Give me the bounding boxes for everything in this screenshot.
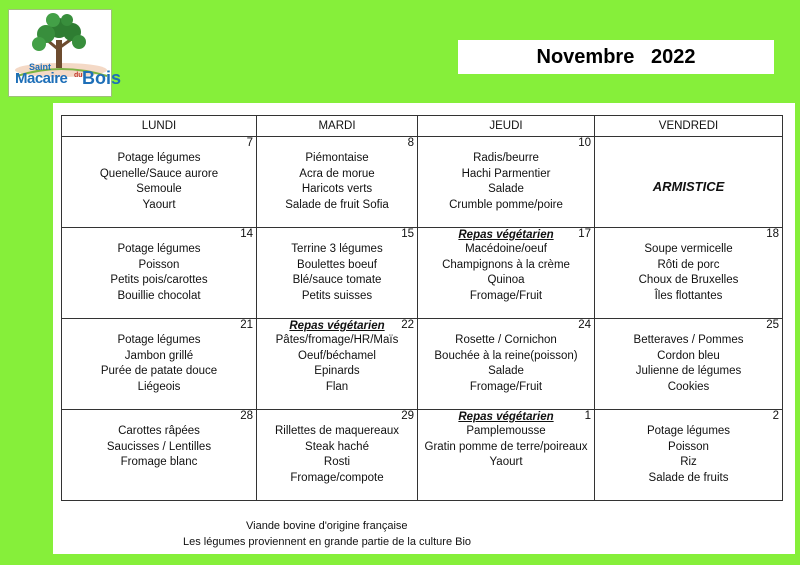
footer-line: Viande bovine d'origine française	[246, 520, 408, 532]
day-number: 7	[246, 137, 253, 149]
dish-item: Potage légumes	[117, 243, 201, 255]
day-header: MARDI	[257, 116, 418, 137]
dish-list	[257, 424, 417, 486]
dish-item: Boulettes boeuf	[297, 258, 377, 271]
day-number: 24	[578, 319, 591, 331]
dish-item: Cookies	[667, 380, 710, 393]
dish-item: Acra de morue	[299, 167, 375, 180]
dish-item: Poisson	[668, 440, 709, 453]
day-cell	[595, 319, 783, 410]
dish-item: Fromage/compote	[290, 471, 384, 484]
dish-item: Salade	[488, 183, 524, 195]
dish-list	[595, 424, 782, 486]
day-number: 21	[240, 319, 253, 331]
header-row	[62, 116, 783, 137]
dish-item: Yaourt	[142, 198, 176, 211]
dish-item: Hachi Parmentier	[461, 167, 551, 180]
day-cell	[418, 137, 595, 228]
dish-item: Poisson	[138, 258, 180, 271]
dish-item: Gratin pomme de terre/poireaux	[424, 440, 588, 453]
dish-item: Pamplemousse	[466, 425, 546, 437]
dish-item: Rosette / Cornichon	[455, 334, 557, 346]
day-header: LUNDI	[62, 116, 257, 137]
dish-item: Rôti de porc	[657, 258, 720, 271]
dish-item: Radis/beurre	[473, 152, 539, 164]
day-number: 1	[584, 410, 591, 422]
dish-item: Soupe vermicelle	[644, 243, 733, 255]
menu-body	[62, 137, 783, 501]
day-cell	[595, 137, 783, 228]
dish-item: Riz	[680, 456, 697, 468]
day-cell	[257, 137, 418, 228]
day-number: 28	[240, 410, 253, 422]
dish-item: Steak haché	[305, 440, 369, 453]
logo-text-macaire: Macaire	[15, 70, 68, 87]
vegetarian-tag: Repas végétarien	[289, 320, 385, 332]
dish-item: Yaourt	[489, 456, 523, 468]
dish-item: Oeuf/béchamel	[298, 349, 376, 362]
day-cell	[595, 410, 783, 501]
holiday-label: ARMISTICE	[652, 179, 725, 194]
dish-list	[418, 242, 594, 304]
dish-item: Rillettes de maquereaux	[274, 425, 399, 437]
dish-item: Macédoine/oeuf	[465, 243, 547, 255]
dish-item: Julienne de légumes	[635, 365, 742, 377]
dish-item: Epinards	[314, 365, 360, 377]
menu-sheet	[53, 103, 795, 554]
day-number: 18	[766, 228, 779, 240]
day-cell	[418, 228, 595, 319]
day-cell	[257, 319, 418, 410]
day-cell	[257, 228, 418, 319]
dish-item: Terrine 3 légumes	[291, 243, 383, 255]
day-number: 29	[401, 410, 414, 422]
dish-item: Cordon bleu	[657, 349, 720, 362]
vegetarian-tag: Repas végétarien	[458, 411, 554, 423]
logo	[8, 9, 122, 97]
dish-item: Bouchée à la reine(poisson)	[434, 349, 578, 362]
menu-table	[61, 115, 783, 501]
logo-text-saint: Saint	[29, 62, 52, 72]
dish-item: Salade de fruits	[648, 471, 729, 484]
day-number: 14	[240, 228, 253, 240]
day-number: 17	[578, 228, 591, 240]
dish-item: Rosti	[323, 456, 351, 468]
dish-item: Fromage/Fruit	[469, 289, 543, 302]
dish-item: Saucisses / Lentilles	[106, 440, 212, 453]
dish-list	[257, 151, 417, 213]
dish-item: Salade de fruit Sofia	[285, 198, 389, 211]
dish-item: Semoule	[136, 183, 182, 195]
vegetarian-tag: Repas végétarien	[458, 229, 554, 241]
dish-item: Jambon grillé	[124, 349, 194, 362]
day-number: 22	[401, 319, 414, 331]
day-number: 2	[772, 410, 779, 422]
dish-item: Blé/sauce tomate	[292, 274, 382, 286]
footer-notes	[183, 518, 471, 550]
week-row	[62, 410, 783, 501]
dish-list	[595, 333, 782, 395]
dish-list	[418, 151, 594, 213]
dish-list	[418, 424, 594, 471]
dish-item: Carottes râpées	[118, 425, 200, 437]
dish-item: Flan	[325, 380, 349, 393]
dish-item: Liégeois	[137, 380, 181, 393]
dish-item: Betteraves / Pommes	[633, 334, 744, 346]
dish-item: Petits suisses	[301, 289, 373, 302]
dish-item: Quinoa	[487, 274, 525, 286]
week-row	[62, 137, 783, 228]
day-cell	[595, 228, 783, 319]
dish-list	[257, 333, 417, 395]
logo-text-du: du	[74, 72, 83, 79]
footer-line: Les légumes proviennent en grande partie de la culture Bio	[183, 536, 472, 548]
day-number: 8	[407, 137, 414, 149]
dish-item: Purée de patate douce	[100, 365, 218, 377]
dish-item: Champignons à la crème	[442, 258, 570, 271]
dish-item: Potage légumes	[117, 334, 201, 346]
logo-text-bois: Bois	[82, 68, 122, 88]
day-number: 25	[766, 319, 779, 331]
dish-item: Bouillie chocolat	[117, 289, 201, 302]
dish-list	[595, 242, 782, 304]
day-cell	[62, 319, 257, 410]
day-header: JEUDI	[418, 116, 595, 137]
dish-item: Haricots verts	[301, 183, 373, 195]
dish-list	[418, 333, 594, 395]
week-row	[62, 228, 783, 319]
dish-list	[62, 333, 256, 395]
dish-item: Crumble pomme/poire	[449, 198, 563, 211]
dish-item: Quenelle/Sauce aurore	[99, 167, 219, 180]
dish-item: Piémontaise	[305, 152, 369, 164]
dish-item: Pâtes/fromage/HR/Maïs	[275, 334, 399, 346]
day-cell	[62, 410, 257, 501]
dish-list	[62, 424, 256, 471]
page-title: Novembre 2022	[458, 40, 774, 74]
day-cell	[62, 137, 257, 228]
day-number: 15	[401, 228, 414, 240]
day-cell	[418, 410, 595, 501]
dish-list	[62, 151, 256, 213]
dish-item: Fromage/Fruit	[469, 380, 543, 393]
day-cell	[62, 228, 257, 319]
dish-item: Potage légumes	[646, 425, 731, 437]
dish-list	[62, 242, 256, 304]
dish-item: Salade	[488, 365, 524, 377]
dish-item: Petits pois/carottes	[110, 274, 208, 286]
day-cell	[418, 319, 595, 410]
day-header: VENDREDI	[595, 116, 783, 137]
week-row	[62, 319, 783, 410]
dish-list	[257, 242, 417, 304]
day-cell	[257, 410, 418, 501]
dish-item: Choux de Bruxelles	[638, 274, 739, 286]
dish-item: Fromage blanc	[120, 456, 198, 468]
dish-item: Îles flottantes	[654, 289, 723, 302]
dish-item: Potage légumes	[117, 152, 201, 164]
day-number: 10	[578, 137, 591, 149]
